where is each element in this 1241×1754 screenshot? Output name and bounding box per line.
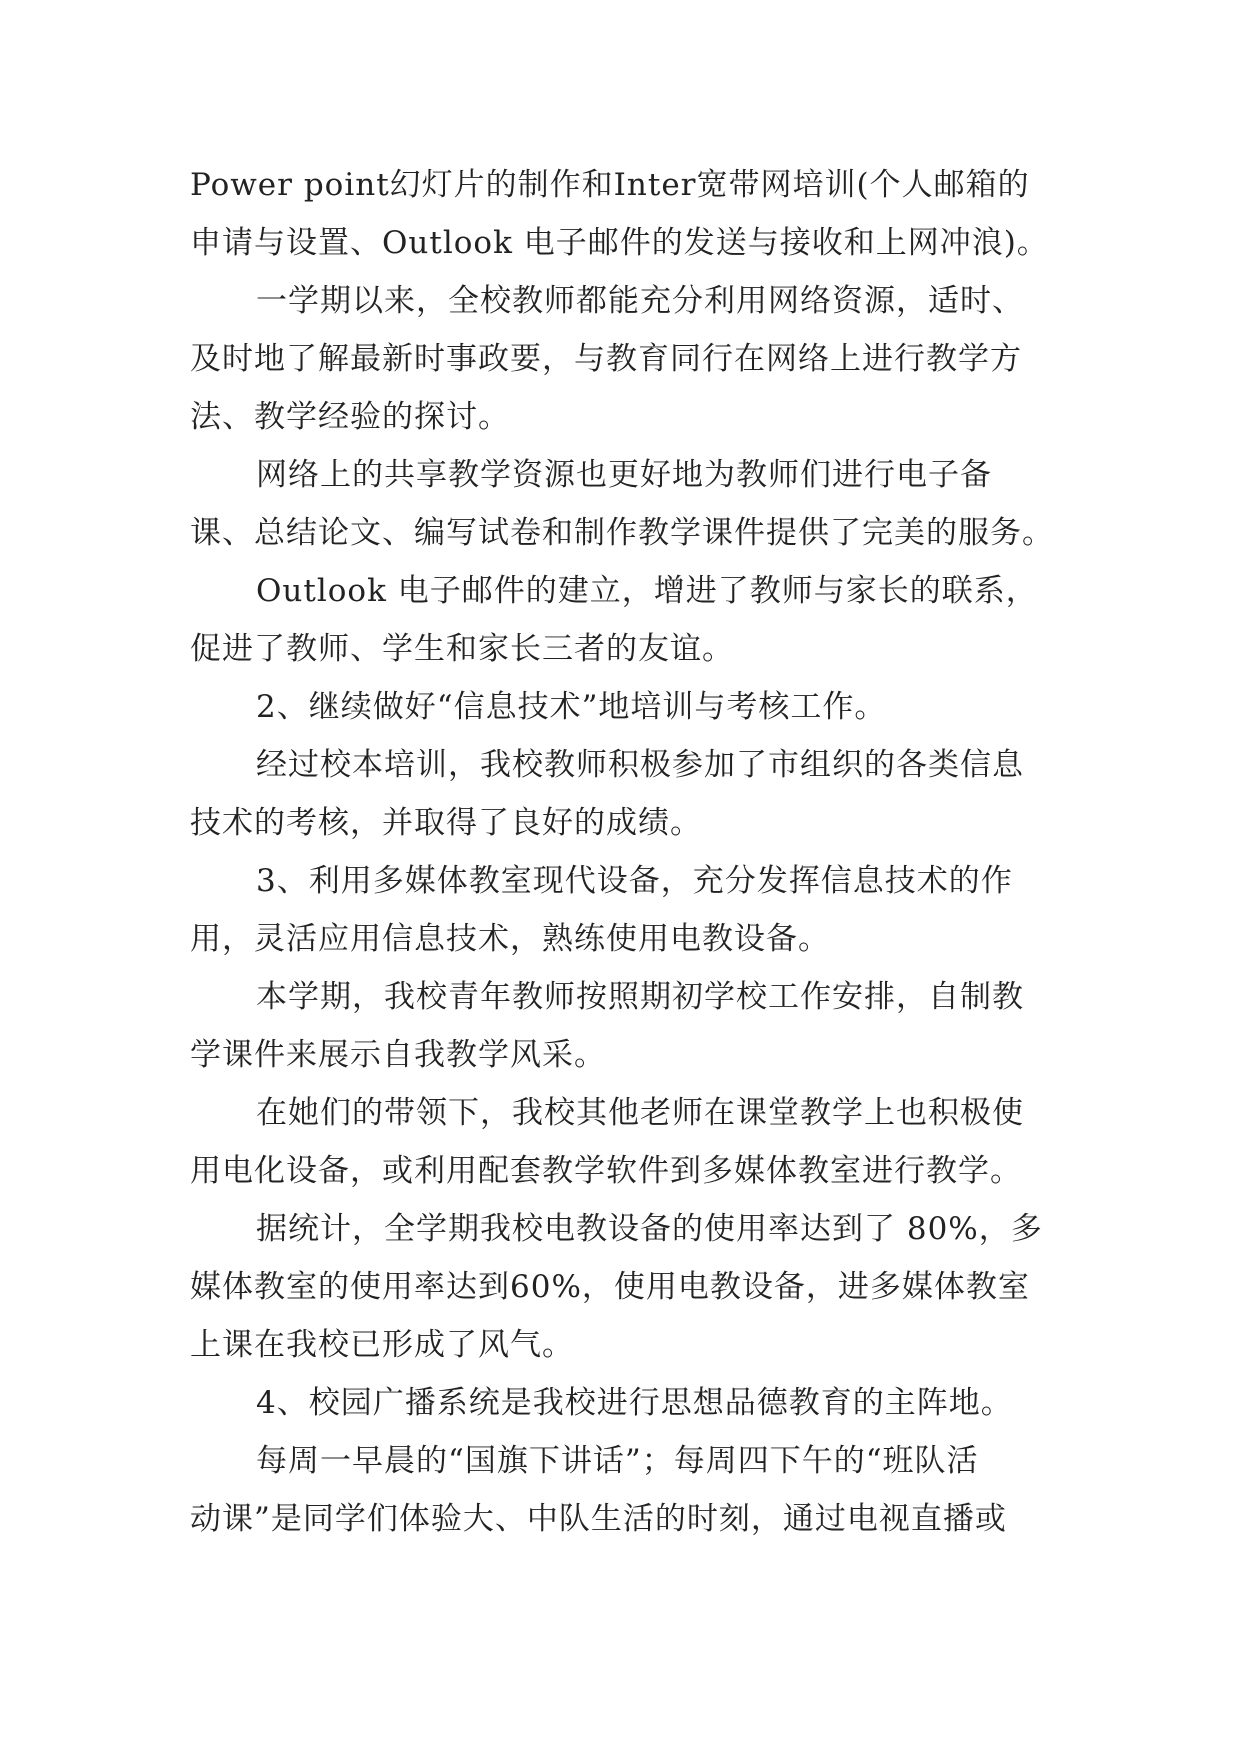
text-line-10: 2、继续做好“信息技术”地培训与考核工作。 <box>256 689 887 725</box>
text-line-12: 技术的考核，并取得了良好的成绩。 <box>190 805 702 841</box>
text-line-18: 用电化设备，或利用配套教学软件到多媒体教室进行教学。 <box>190 1153 1022 1189</box>
text-line-21: 上课在我校已形成了风气。 <box>190 1327 574 1363</box>
text-line-2: 申请与设置、Outlook 电子邮件的发送与接收和上网冲浪)。 <box>190 225 1049 261</box>
text-line-3: 一学期以来，全校教师都能充分利用网络资源，适时、 <box>256 283 1024 319</box>
text-line-11: 经过校本培训，我校教师积极参加了市组织的各类信息 <box>256 747 1024 783</box>
text-line-15: 本学期，我校青年教师按照期初学校工作安排，自制教 <box>256 979 1024 1015</box>
text-line-5: 法、教学经验的探讨。 <box>190 399 510 435</box>
text-line-19: 据统计，全学期我校电教设备的使用率达到了 80%，多 <box>256 1211 1043 1247</box>
text-line-8: Outlook 电子邮件的建立，增进了教师与家长的联系， <box>256 573 1038 609</box>
text-line-23: 每周一早晨的“国旗下讲话”；每周四下午的“班队活 <box>256 1443 979 1479</box>
text-line-1: Power point幻灯片的制作和Inter宽带网培训(个人邮箱的 <box>190 167 1030 203</box>
text-line-7: 课、总结论文、编写试卷和制作教学课件提供了完美的服务。 <box>190 515 1054 551</box>
text-line-20: 媒体教室的使用率达到60%，使用电教设备，进多媒体教室 <box>190 1269 1030 1305</box>
text-line-24: 动课”是同学们体验大、中队生活的时刻，通过电视直播或 <box>190 1501 1007 1537</box>
text-line-4: 及时地了解最新时事政要，与教育同行在网络上进行教学方 <box>190 341 1022 377</box>
text-line-17: 在她们的带领下，我校其他老师在课堂教学上也积极使 <box>256 1095 1024 1131</box>
text-line-9: 促进了教师、学生和家长三者的友谊。 <box>190 631 734 667</box>
text-line-13: 3、利用多媒体教室现代设备，充分发挥信息技术的作 <box>256 863 1013 899</box>
text-line-6: 网络上的共享教学资源也更好地为教师们进行电子备 <box>256 457 992 493</box>
text-line-22: 4、校园广播系统是我校进行思想品德教育的主阵地。 <box>256 1385 1013 1421</box>
text-line-14: 用，灵活应用信息技术，熟练使用电教设备。 <box>190 921 830 957</box>
text-line-16: 学课件来展示自我教学风采。 <box>190 1037 606 1073</box>
